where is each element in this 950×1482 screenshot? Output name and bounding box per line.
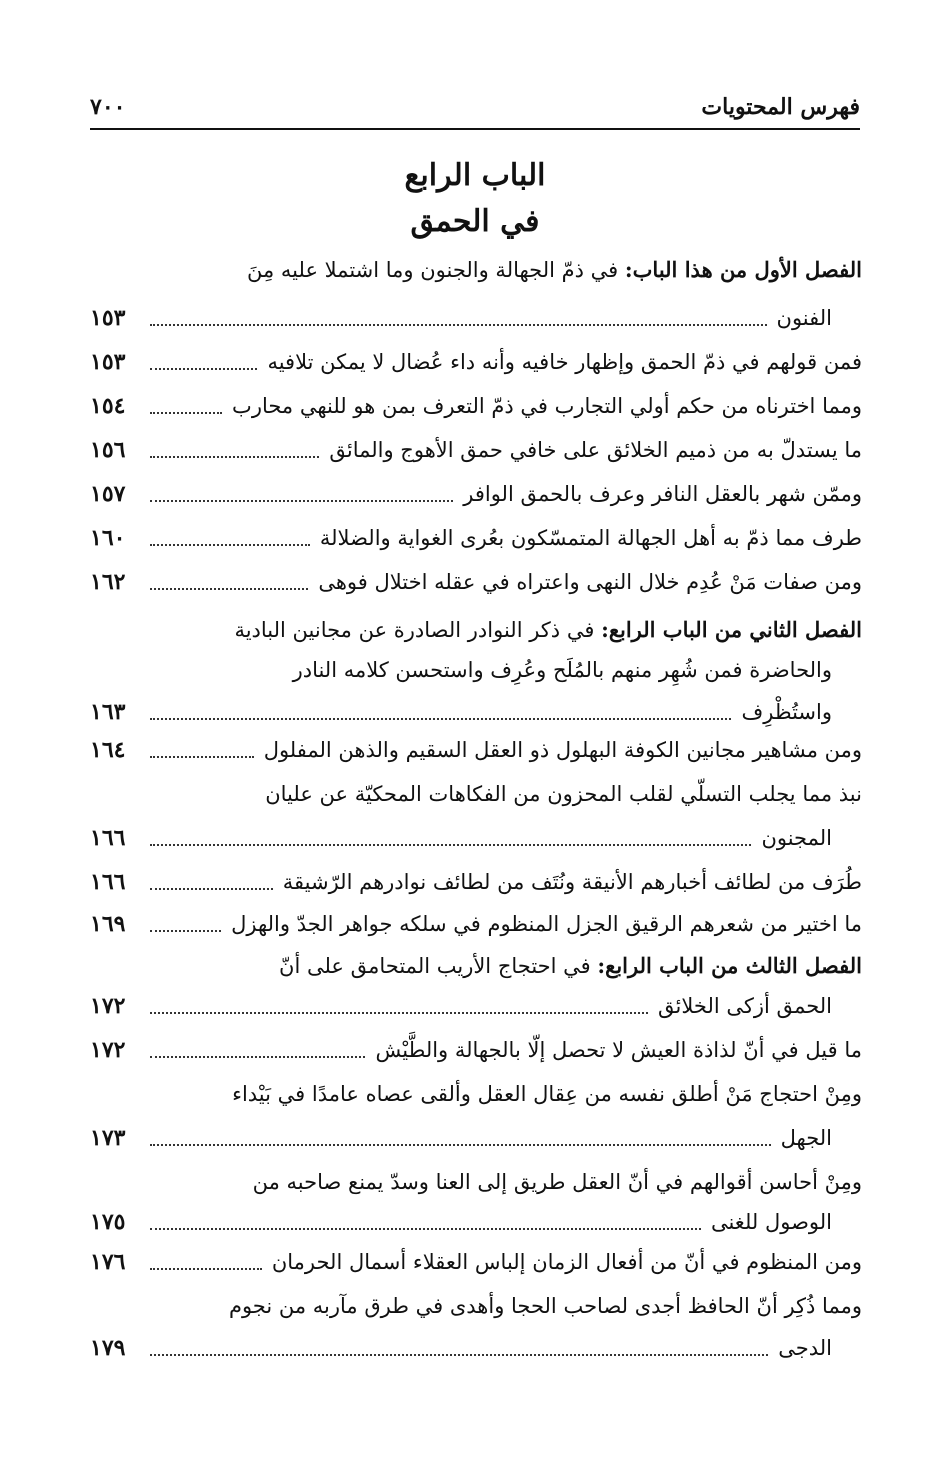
toc-entry-text — [777, 296, 832, 340]
toc-entry — [90, 1326, 862, 1370]
entry-title: ومِنْ احتجاج مَنْ أطلق نفسه من عِقال العقل وألقى عصاه عامدًا في بَيْداء — [232, 1082, 862, 1106]
dot-leader — [150, 324, 767, 326]
toc-entry — [90, 384, 862, 428]
entry-title: الفنون — [776, 306, 832, 330]
toc-entry — [90, 984, 862, 1028]
toc-entry — [90, 728, 862, 772]
toc-entry — [90, 560, 862, 604]
toc-entry-text — [781, 1116, 832, 1160]
toc-entry — [90, 340, 862, 384]
entry-title: في ذمّ الجهالة والجنون وما اشتملا عليه مِنَ — [246, 258, 619, 282]
entry-page-number: ١٦٢ — [90, 569, 126, 595]
entry-page-number: ١٦٦ — [90, 825, 126, 851]
entry-title: ما يستدلّ به من ذميم الخلائق على خافي حمق الأهوج والمائق — [329, 438, 862, 462]
toc-entry-text — [264, 728, 862, 772]
dot-leader — [150, 1228, 701, 1230]
dot-leader — [150, 500, 453, 502]
entry-title: ومِنْ أحاسن أقوالهم في أنّ العقل طريق إلى العنا وسدّ يمنع صاحبه من — [252, 1170, 862, 1194]
entry-title: ومما ذُكِر أنّ الحافظ أجدى لصاحب الحجا وأهدى في طرق مآربه من نجوم — [228, 1294, 862, 1318]
dot-leader — [150, 844, 751, 846]
entry-title: المجنون — [761, 826, 832, 850]
dot-leader — [150, 1354, 768, 1356]
toc-entry-text — [232, 1072, 862, 1116]
entry-title: طرف مما ذمّ به أهل الجهالة المتمسّكون بعُرى الغواية والضلالة — [319, 526, 862, 550]
toc-entry — [90, 1240, 862, 1284]
entry-page-number: ١٦٩ — [90, 911, 126, 937]
toc-entry-text — [318, 560, 862, 604]
toc-entry-text — [265, 772, 862, 816]
toc-entry — [90, 608, 862, 652]
entry-title: فمن قولهم في ذمّ الحمق وإظهار خافيه وأنه داء عُضال لا يمكن تلافيه — [267, 350, 862, 374]
toc-entry — [90, 772, 862, 816]
toc-entry — [90, 816, 862, 860]
page-number: ٧٠٠ — [90, 94, 126, 120]
dot-leader — [150, 930, 221, 932]
toc-entry-text — [320, 516, 862, 560]
entry-page-number: ١٧٢ — [90, 993, 126, 1019]
running-title: فهرس المحتويات — [701, 94, 860, 120]
entry-page-number: ١٥٧ — [90, 481, 126, 507]
entry-title: ومما اخترناه من حكم أولي التجارب في ذمّ التعرف بمن هو للنهي محارب — [232, 394, 862, 418]
entry-title: ومن صفات مَنْ عُدِم خلال النهى واعتراه في عقله اختلال فوهى — [318, 570, 862, 594]
toc-entry — [90, 648, 862, 692]
entry-title: الحمق أزكى الخلائق — [658, 994, 832, 1018]
toc-entry — [90, 248, 862, 292]
toc-entry — [90, 1284, 862, 1328]
dot-leader — [150, 1144, 771, 1146]
entry-title: واستُظْرِف — [741, 700, 832, 724]
toc-entry — [90, 1160, 862, 1204]
section-heading: الفصل الثالث من الباب الرابع: — [597, 953, 862, 978]
toc-entry — [90, 902, 862, 946]
entry-page-number: ١٥٣ — [90, 349, 126, 375]
entry-title: الدجى — [778, 1336, 832, 1360]
entry-page-number: ١٧٩ — [90, 1335, 126, 1361]
entry-page-number: ١٥٤ — [90, 393, 126, 419]
entry-page-number: ١٥٦ — [90, 437, 126, 463]
entry-title: ما اختير من شعرهم الرقيق الجزل المنظوم في سلكه جواهر الجدّ والهزل — [231, 912, 862, 936]
toc-entry-text — [293, 648, 832, 692]
entry-page-number: ١٧٦ — [90, 1249, 126, 1275]
entry-title: ومن المنظوم في أنّ من أفعال الزمان إلباس العقلاء أسمال الحرمان — [271, 1250, 862, 1274]
toc-entry — [90, 944, 862, 988]
entry-title: وممّن شهر بالعقل النافر وعرف بالحمق الوافر — [463, 482, 862, 506]
dot-leader — [150, 1056, 365, 1058]
entry-title: الوصول للغنى — [710, 1210, 832, 1234]
toc-entry — [90, 860, 862, 904]
toc-entry — [90, 472, 862, 516]
entry-page-number: ١٦٦ — [90, 869, 126, 895]
toc-entry — [90, 1028, 862, 1072]
entry-page-number: ١٧٢ — [90, 1037, 126, 1063]
entry-title: والحاضرة فمن شُهِر منهم بالمُلَح وعُرِف واستحسن كلامه النادر — [292, 658, 832, 682]
dot-leader — [150, 756, 254, 758]
entry-page-number: ١٧٥ — [90, 1209, 126, 1235]
entry-page-number: ١٦٣ — [90, 699, 126, 725]
section-heading: الفصل الثاني من الباب الرابع: — [601, 617, 862, 642]
toc-entry — [90, 1200, 862, 1244]
entry-page-number: ١٦٠ — [90, 525, 126, 551]
dot-leader — [150, 1268, 262, 1270]
entry-title: نبذ مما يجلب التسلّي لقلب المحزون من الفكاهات المحكيّة عن عليان — [265, 782, 862, 806]
toc-entry — [90, 428, 862, 472]
page-header — [90, 88, 860, 130]
toc-entry-text — [272, 1240, 862, 1284]
toc-entry — [90, 1116, 862, 1160]
toc-entry-text — [658, 984, 832, 1028]
toc-entry — [90, 1072, 862, 1116]
entry-title: في ذكر النوادر الصادرة عن مجانين البادية — [234, 618, 595, 642]
toc-entry-text — [253, 1160, 862, 1204]
dot-leader — [150, 1012, 648, 1014]
dot-leader — [150, 412, 222, 414]
toc-entry — [90, 296, 862, 340]
entry-title: طُرَف من لطائف أخبارهم الأنيقة ونُتَف من لطائف نوادرهم الرّشيقة — [282, 870, 862, 894]
toc-entry-text — [329, 428, 862, 472]
dot-leader — [150, 718, 731, 720]
entry-page-number: ١٧٣ — [90, 1125, 126, 1151]
toc-entry-text — [463, 472, 862, 516]
toc-entry — [90, 516, 862, 560]
entry-page-number: ١٥٣ — [90, 305, 126, 331]
entry-title: ومن مشاهير مجانين الكوفة البهلول ذو العقل السقيم والذهن المفلول — [263, 738, 862, 762]
dot-leader — [150, 888, 273, 890]
toc-entry-text — [283, 860, 862, 904]
entry-page-number: ١٦٤ — [90, 737, 126, 763]
chapter-subtitle: في الحمق — [410, 204, 540, 239]
section-heading: الفصل الأول من هذا الباب: — [624, 257, 862, 282]
toc-entry-text — [231, 902, 862, 946]
dot-leader — [150, 544, 310, 546]
toc-entry-text — [761, 816, 832, 860]
toc-entry-text — [375, 1028, 862, 1072]
toc-entry-text — [232, 384, 862, 428]
entry-title: الجهل — [780, 1126, 832, 1150]
toc-entry-text — [247, 248, 862, 292]
toc-entry-text — [711, 1200, 832, 1244]
toc-entry-text — [234, 608, 862, 652]
toc-entry-text — [279, 944, 862, 988]
toc-entry-text — [267, 340, 862, 384]
chapter-title: الباب الرابع — [404, 158, 546, 193]
dot-leader — [150, 588, 308, 590]
toc-entry-text — [778, 1326, 832, 1370]
entry-title: في احتجاج الأريب المتحامق على أنّ — [279, 954, 591, 978]
dot-leader — [150, 456, 319, 458]
toc-entry-text — [229, 1284, 862, 1328]
entry-title: ما قيل في أنّ لذاذة العيش لا تحصل إلّا بالجهالة والطَّيْش — [375, 1038, 862, 1062]
dot-leader — [150, 368, 257, 370]
